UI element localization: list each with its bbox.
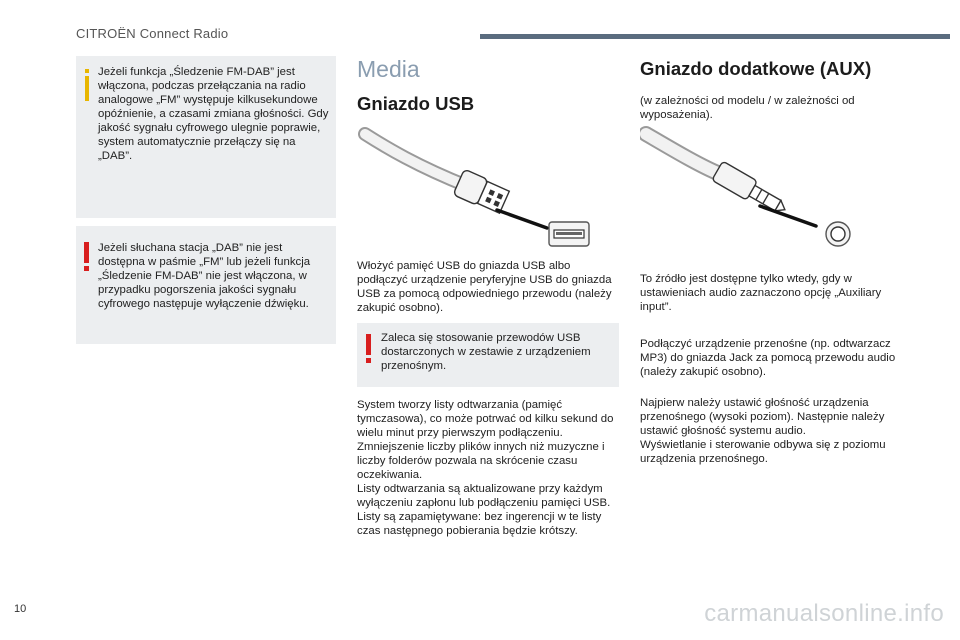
- heading-aux: Gniazdo dodatkowe (AUX): [640, 58, 872, 79]
- info-box: [76, 56, 336, 218]
- usb-port-icon: [549, 222, 589, 246]
- info-box-text: Jeżeli funkcja „Śledzenie FM-DAB” jest włączona, podczas przełączania na radio analogowe „FM” występuje kilkusekundowe opóźnienie, a czasami zmiana głośności. Gdy jakość sygnału cyfrowego ulegnie poprawie, system automatycznie przełączy się na „DAB”.: [98, 66, 329, 162]
- aux-port-icon: [826, 222, 850, 246]
- header-title: CITROËN Connect Radio: [76, 26, 229, 41]
- warning-box-usb-text: Zaleca się stosowanie przewodów USB dostarczonych w zestawie z urządzeniem przenośnym.: [381, 332, 591, 372]
- info-icon: [85, 69, 89, 101]
- usb-paragraph-2: System tworzy listy odtwarzania (pamięć tymczasowa), co może potrwać od kilku sekund do wielu minut przy pierwszym podłączeniu. Zmniejszenie liczby plików innych niż muzyczne i liczby folderów pozwala na skrócenie czasu oczekiwania. Listy odtwarzania są aktualizowane przy każdym wyłączeniu zapłonu lub podłączeniu pamięci USB. Listy są zapamiętywane: bez ingerencji w te listy czas następnego pobierania będzie krótszy.: [357, 399, 614, 537]
- warning-box-usb: [357, 323, 619, 387]
- section-title-media: Media: [357, 56, 420, 82]
- page-number: 10: [14, 603, 27, 615]
- heading-usb: Gniazdo USB: [357, 93, 475, 114]
- warning-box-dab-text: Jeżeli słuchana stacja „DAB” nie jest dostępna w paśmie „FM” lub jeżeli funkcja „Śledzenie FM-DAB” nie jest włączona, w przypadku pogorszenia jakości sygnału cyfrowego następuje wyłączenie dźwięku.: [98, 242, 311, 310]
- aux-paragraph-0: (w zależności od modelu / w zależności od wyposażenia).: [640, 95, 855, 121]
- warning-box-dab: [76, 226, 336, 344]
- warning-icon: [366, 334, 371, 362]
- usb-plug-illustration: [357, 126, 597, 250]
- jack-plug-illustration: [640, 120, 860, 248]
- aux-paragraph-1: To źródło jest dostępne tylko wtedy, gdy w ustawieniach audio zaznaczono opcję „Auxiliary input”.: [640, 273, 882, 313]
- usb-paragraph-1: Włożyć pamięć USB do gniazda USB albo podłączyć urządzenie peryferyjne USB do gniazda USB za pomocą odpowiedniego przewodu (należy zakupić osobno).: [357, 260, 612, 314]
- aux-paragraph-2: Podłączyć urządzenie przenośne (np. odtwarzacz MP3) do gniazda Jack za pomocą przewodu audio (należy zakupić osobno).: [640, 338, 896, 378]
- warning-icon: [84, 242, 89, 270]
- header-bar: [480, 34, 950, 39]
- watermark: carmanualsonline.info: [704, 600, 944, 627]
- aux-paragraph-3: Najpierw należy ustawić głośność urządzenia przenośnego (wysoki poziom). Następnie należy ustawić głośność systemu audio. Wyświetlanie i sterowanie odbywa się z poziomu urządzenia przenośnego.: [640, 397, 886, 465]
